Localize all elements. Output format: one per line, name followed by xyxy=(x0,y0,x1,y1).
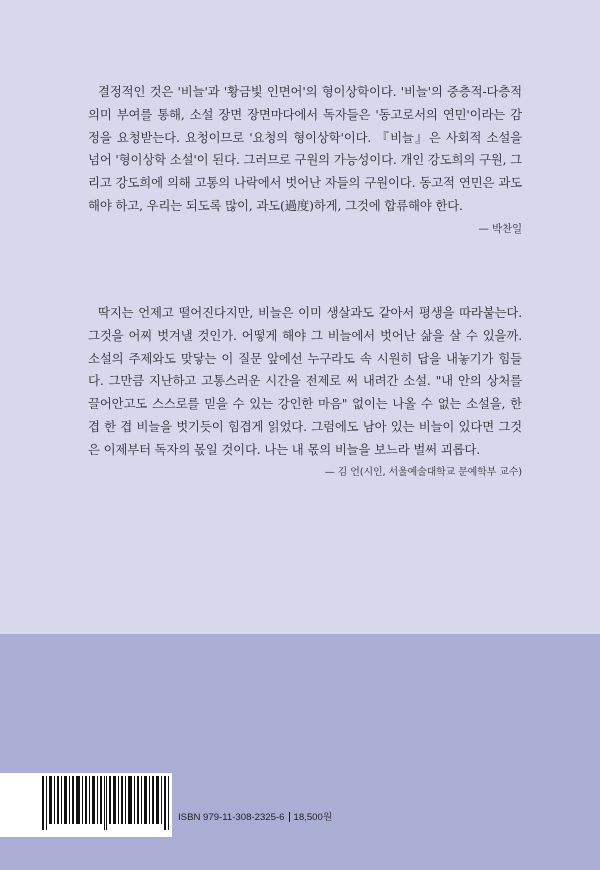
barcode-icon xyxy=(42,776,170,830)
review-second-text: 딱지는 언제고 떨어진다지만, 비늘은 이미 생살과도 같아서 평생을 따라붙는다. 그것을 어찌 벗겨낼 것인가. 어떻게 해야 그 비늘에서 벗어난 삶을 살 수 있을까. 소설의 주제와도 맞닿는 이 질문 앞에선 누구라도 속 시원히 답을 내놓기가 힘들다. 그만큼 지난하고 고통스러운 시간을 전제로 써 내려간 소설. "내 안의 상처를 끌어안고도 스스로를 믿을 수 있는 강인한 마음" 없이는 나올 수 없는 소설을, 한 겹 한 겹 비늘을 벗기듯이 힘겹게 읽었다. 그럼에도 남아 있는 비늘이 있다면 그것은 이제부터 독자의 몫일 것이다. 나는 내 몫의 비늘을 보느라 벌써 괴롭다. xyxy=(88,305,522,457)
isbn-price-line xyxy=(178,809,332,823)
price: 18,500원 xyxy=(293,812,333,823)
review-first xyxy=(88,81,522,241)
isbn-number: ISBN 979-11-308-2325-6 xyxy=(178,812,285,823)
review-second-attribution: — 김 언(시인, 서울예술대학교 문예학부 교수) xyxy=(324,466,522,478)
review-first-text: 결정적인 것은 '비늘'과 '황금빛 인면어'의 형이상학이다. '비늘'의 중층적-다층적 의미 부여를 통해, 소설 장면 장면마다에서 독자들은 '동고로서의 연민'이라는 감정을 요청받는다. 요청이므로 '요청의 형이상학'이다. 『비늘』은 사회적 소설을 넘어 '형이상학 소설'이 된다. 그러므로 구원의 가능성이다. 개인 강도희의 구원, 그리고 강도희에 의해 고통의 나락에서 벗어난 자들의 구원이다. 동고적 연민은 과도해야 하고, 우리는 되도록 많이, 과도(過度)하게, 그것에 합류해야 한다. xyxy=(88,84,522,213)
review-first-attribution: — 박찬일 xyxy=(478,222,522,235)
review-second xyxy=(88,302,522,484)
separator xyxy=(289,812,290,822)
